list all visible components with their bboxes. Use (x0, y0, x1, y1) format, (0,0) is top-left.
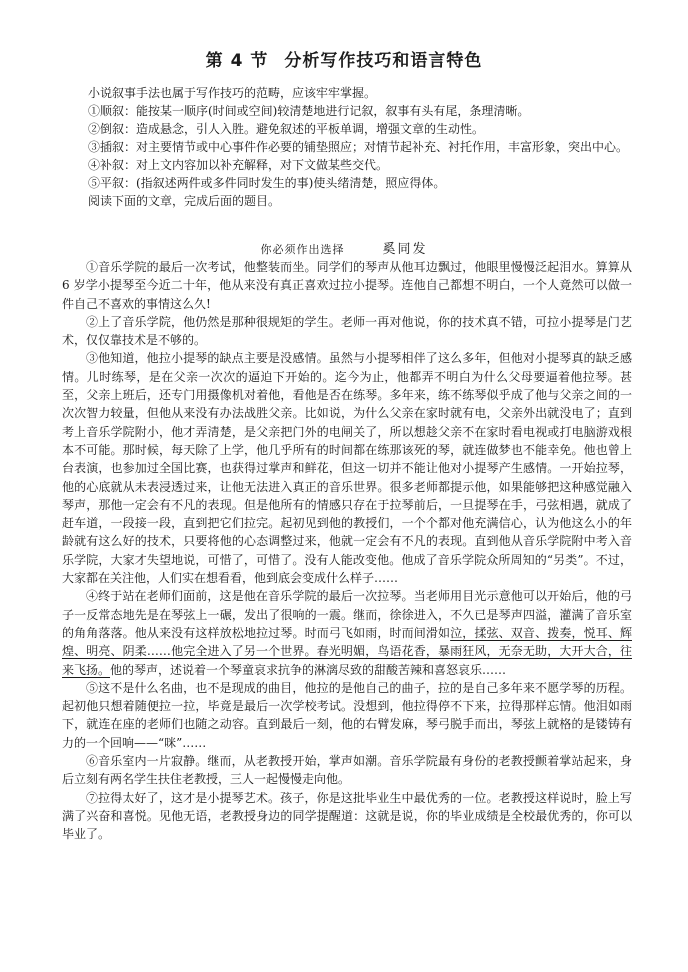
story-paragraph-5: ⑤这不是什么名曲，也不是现成的曲目，他拉的是他自己的曲子，拉的是自己多年来不愿学琴的历程。起初他只想着随便拉一拉，毕竟是最后一次学校考试。没想到，他拉得停不下来，拉得那样忘情。他泪如雨下，就连在座的老师们也随之动容。直到最后一刻，他的右臂发麻，琴弓脱手而出，琴弦上就格的是镂铸有力的一个回响——“咪”…… (62, 680, 632, 750)
story-paragraph-6: ⑥音乐室内一片寂静。继而，从老教授开始，掌声如潮。音乐学院最有身份的老教授颤着掌站起来，身后立刻有两名学生扶住老教授，三人一起慢慢走向他。 (62, 754, 632, 787)
story-paragraph-7: ⑦拉得太好了，这才是小提琴艺术。孩子，你是这批毕业生中最优秀的一位。老教授这样说时，脸上写满了兴奋和喜悦。见他无语，老教授身边的同学提醒道：这就是说，你的毕业成绩是全校最优秀的，你可以毕业了。 (62, 790, 632, 842)
story-paragraph-4-end: 他的琴声，述说着一个琴童哀求抗争的淋漓尽致的甜酸苦辣和喜怒哀乐…… (110, 662, 507, 677)
intro-item-buxu: ④补叙：对上文内容加以补充解释，对下文做某些交代。 (88, 158, 389, 172)
story-body (62, 258, 632, 844)
intro-item-chaxu: ③插叙：对主要情节或中心事件作必要的铺垫照应；对情节起补充、衬托作用，丰富形象，突出中心。 (88, 140, 629, 154)
story-paragraph-4-start: ④终于站在老师们面前，这是他在音乐学院的最后一次拉琴。当老师用目光示意他可以开始后，他的弓子一反常态地先是在琴弦上一碾，发出了很响的一震。继而，徐徐进入，不久已是琴声四溢，灌满了音乐室的角角落落。他从来没有这样放松地拉过琴。时而弓飞如雨，时而间滑如 (62, 589, 632, 640)
intro-lead: 小说叙事手法也属于写作技巧的范畴，应该牢牢掌握。 (88, 86, 377, 100)
intro-block (64, 84, 630, 210)
story-author: 奚同发 (382, 242, 428, 257)
intro-instruction: 阅读下面的文章，完成后面的题目。 (88, 194, 281, 208)
intro-item-pingxu: ⑤平叙：(指叙述两件或多件同时发生的事)使头绪清楚，照应得体。 (88, 176, 446, 190)
story-paragraph-3: ③他知道，他拉小提琴的缺点主要是没感情。虽然与小提琴相伴了这么多年，但他对小提琴真的缺乏感情。儿时练琴，是在父亲一次次的逼迫下开始的。迄今为止，他都弄不明白为什么父母要逼着他拉琴。甚至，父亲上班后，还专门用摄像机对着他，看他是否在练琴。多年来，练不练琴似乎成了他与父亲之间的一次次智力较量，但他从来没有办法战胜父亲。比如说，为什么父亲在家时就有电，父亲外出就没电了；直到考上音乐学院附小，他才弄清楚，是父亲把门外的电闸关了，所以想趁父亲不在家时看电视或打电脑游戏根本不可能。那时候，每天除了上学，他几乎所有的时间都在练那该死的琴，就连做梦也不能幸免。他也曾上台表演，也参加过全国比赛，也获得过掌声和鲜花，但这一切并不能让他对小提琴产生感情。一开始拉琴，他的心底就从未表浸透过来，让他无法进入真正的音乐世界。很多老师都提示他，如果能够把这种感觉融入琴声，那他一定会有不凡的表现。但是他所有的情感只存在于拉琴前后，一旦提琴在手，弓弦相遇，就成了赶车道，一段接一段，直到把它们拉完。起初见到他的教授们，一个个都对他充满信心，认为他这么小的年龄就有这么好的技术，只要将他的心态调整过来，他就一定会有不凡的表现。直到他从音乐学院附中考入音乐学院，大家才失望地说，可惜了，可惜了。没有人能改变他。他成了音乐学院众所周知的“另类”。不过，大家都在关注他，人们实在想看看，他到底会变成什么样子…… (62, 351, 632, 586)
underlined-passage: 泣，揉弦、双音、拨奏，悦耳、辉煌、明亮、阴柔……他完全进入了另一个世界。春光明媚，鸟语花香，暴雨狂风，无奈无助，大开大合，往来飞扬。 (62, 625, 632, 677)
story-paragraph-4 (62, 587, 632, 678)
story-header (0, 241, 688, 258)
story-title: 你必须作出选择 (260, 243, 345, 256)
story-paragraph-2: ②上了音乐学院，他仍然是那种很规矩的学生。老师一再对他说，你的技术真不错，可拉小提琴是门艺术，仅仅靠技术是不够的。 (62, 314, 632, 348)
section-number: 第 4 节 (205, 51, 269, 71)
intro-item-shunxu: ①顺叙：能按某一顺序(时间或空间)较清楚地进行记叙，叙事有头有尾，条理清晰。 (88, 104, 530, 118)
intro-item-daoxu: ②倒叙：造成悬念，引人入胜。避免叙述的平板单调，增强文章的生动性。 (88, 122, 485, 136)
section-heading: 分析写作技巧和语言特色 (284, 51, 483, 71)
page-title (0, 46, 688, 71)
story-paragraph-1: ①音乐学院的最后一次考试，他整装而坐。同学们的琴声从他耳边飘过，他眼里慢慢泛起泪水。算算从 6 岁学小提琴至今近二十年，他从来没有真正喜欢过拉小提琴。连他自己都想不明白，一个人竟然可以做一件自己不喜欢的事情这么久! (62, 260, 632, 311)
